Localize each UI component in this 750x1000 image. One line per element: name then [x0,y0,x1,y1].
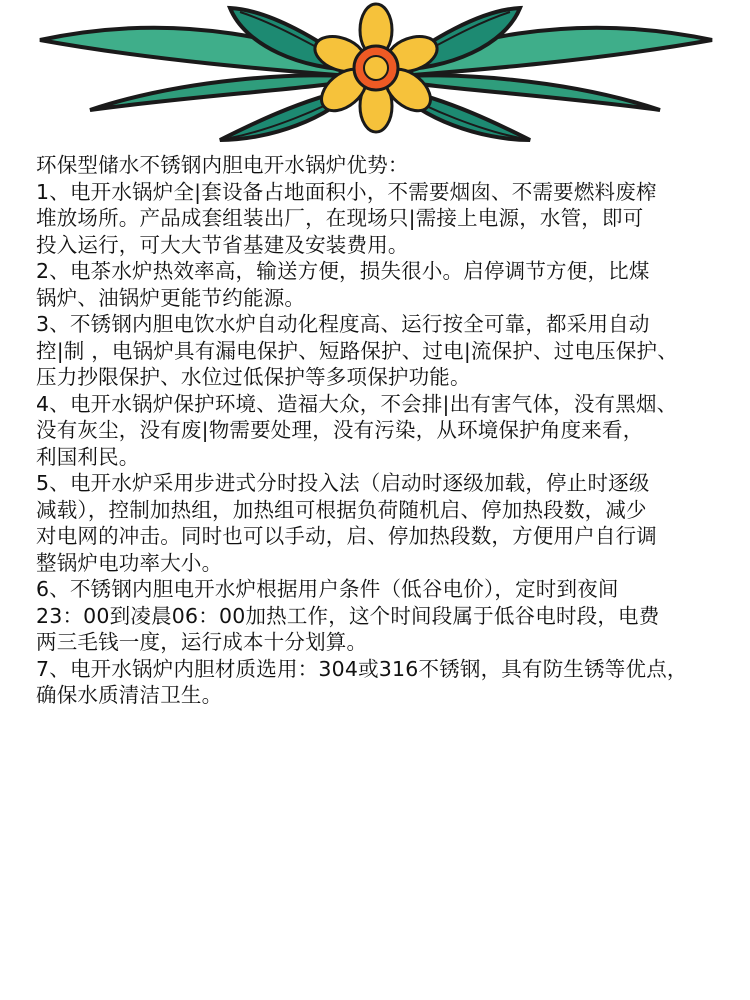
text-line: 压力抄限保护、水位过低保护等多项保护功能。 [36,365,471,389]
text-line: 减载），控制加热组，加热组可根据负荷随机启、停加热段数，减少 [36,497,647,522]
text-line: 控|制 ，电锅炉具有漏电保护、短路保护、过电|流保护、过电压保护、 [36,338,678,363]
text-line: 两三毛钱一度，运行成本十分划算。 [36,630,368,654]
text-line: 2、电茶水炉热效率高，输送方便，损失很小。启停调节方便，比煤 [36,259,650,283]
floral-ornament [0,0,750,150]
text-line: 3、不锈钢内胆电饮水炉自动化程度高、运行按全可靠，都采用自动 [36,312,650,336]
text-line: 对电网的冲击。同时也可以手动，启、停加热段数，方便用户自行调 [36,524,657,548]
text-line: 没有灰尘，没有废|物需要处理，没有污染，从环境保护角度来看， [36,418,644,442]
text-line: 23：00到凌晨06：00加热工作，这个时间段属于低谷电时段，电费 [36,603,660,628]
text-line: 4、电开水锅炉保护环境、造福大众，不会排|出有害气体，没有黑烟、 [36,391,678,416]
advantages-text [36,152,742,709]
text-line: 5、电开水炉采用步进式分时投入法（启动时逐级加载，停止时逐级 [36,471,650,495]
document-title: 环保型储水不锈钢内胆电开水锅炉优势： [36,153,409,177]
text-line: 确保水质清洁卫生。 [36,683,223,707]
text-line: 利国利民。 [36,444,140,469]
text-line: 堆放场所。产品成套组装出厂，在现场只|需接上电源，水管，即可 [36,206,644,230]
text-line: 6、不锈钢内胆电开水炉根据用户条件（低谷电价），定时到夜间 [36,577,619,601]
text-line: 锅炉、油锅炉更能节约能源。 [36,285,306,310]
text-line: 整锅炉电功率大小。 [36,550,223,575]
text-line: 1、电开水锅炉全|套设备占地面积小，不需要烟囱、不需要燃料废榨 [36,179,657,204]
text-line: 投入运行，可大大节省基建及安装费用。 [36,232,409,257]
text-line: 7、电开水锅炉内胆材质选用：304或316不锈钢，具有防生锈等优点， [36,656,688,681]
